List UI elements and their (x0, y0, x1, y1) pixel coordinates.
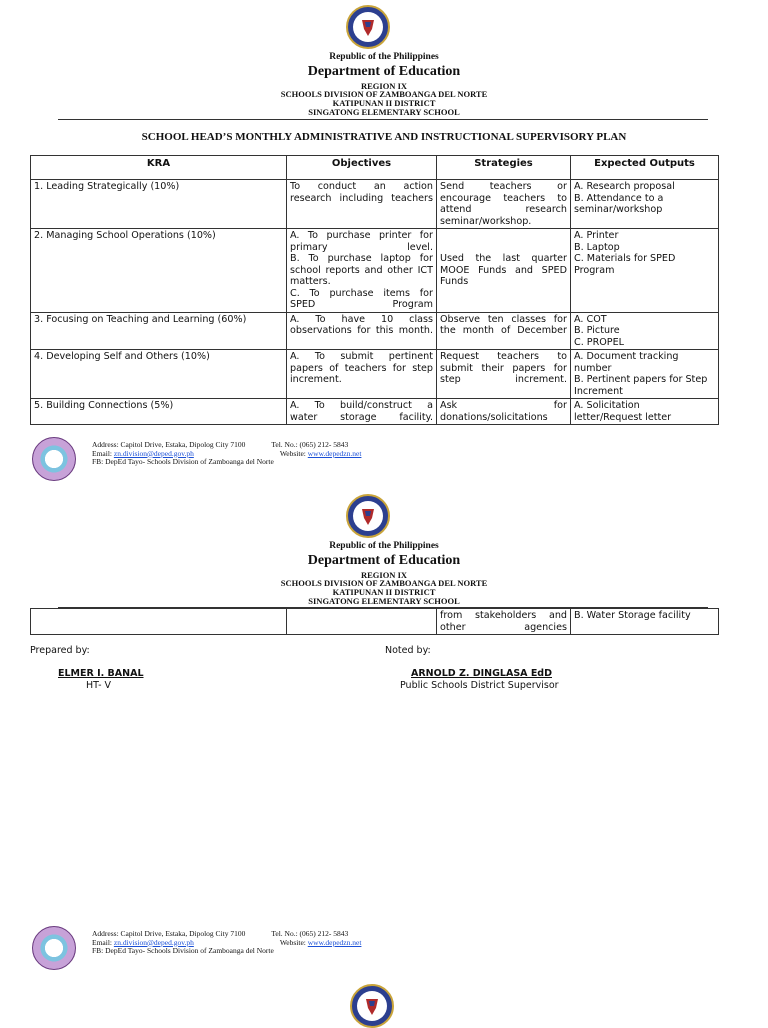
table-row (31, 312, 719, 350)
cell-objectives-line: matters. (290, 276, 331, 287)
cell-outputs-line: B. Pertinent papers for Step (574, 374, 708, 385)
cell-strategies (437, 399, 571, 425)
division-line: SCHOOLS DIVISION OF ZAMBOANGA DEL NORTE (280, 89, 488, 99)
cell-objectives (287, 312, 437, 350)
cell-strategies-line: Ask for (440, 400, 567, 411)
deped-seal-icon (346, 5, 390, 49)
district-line: KATIPUNAN II DISTRICT (332, 587, 436, 597)
cell-outputs-line: A. Document tracking (574, 351, 679, 362)
noted-name: ARNOLD Z. DINGLASA EdD (411, 668, 552, 679)
cell-objectives-line: C. To purchase items for (290, 287, 433, 299)
deped-seal-icon (350, 984, 394, 1028)
region-line: REGION IX (360, 81, 408, 91)
cell-strategies (437, 312, 571, 350)
region-line: REGION IX (360, 570, 408, 580)
cell-strategies-line: from stakeholders and (440, 610, 567, 621)
cell-strategies (437, 180, 571, 229)
cell-outputs (571, 350, 719, 399)
noted-title: Public Schools District Supervisor (400, 680, 559, 691)
cell-strategies-line: Used the last quarter (440, 253, 567, 264)
cell-objectives-line: A. To submit pertinent (290, 351, 433, 362)
cell-strategies-line: attend research (440, 204, 567, 215)
cell-outputs-line: Increment (574, 385, 623, 397)
cell-outputs-line: A. COT (574, 313, 607, 325)
cell-outputs-line: A. Printer (574, 230, 619, 241)
cell-kra: 1. Leading Strategically (10%) (31, 180, 287, 229)
plan-table-continued (30, 608, 719, 635)
cell-objectives-line: observations for this month. (290, 325, 433, 336)
cell-outputs-line: B. Laptop (574, 241, 620, 253)
republic-line: Republic of the Philippines (329, 52, 439, 62)
table-row (31, 399, 719, 425)
cell-objectives-line: water storage facility. (290, 411, 433, 423)
cell-strategies-line: step increment. (440, 374, 567, 385)
footer-block (92, 441, 361, 467)
cell-objectives (287, 350, 437, 399)
division-line: SCHOOLS DIVISION OF ZAMBOANGA DEL NORTE (280, 578, 488, 588)
cell-kra: 5. Building Connections (5%) (31, 399, 287, 425)
school-line: SINGATONG ELEMENTARY SCHOOL (308, 596, 460, 606)
cell-objectives-line: papers of teachers for step (290, 362, 433, 374)
cell-objectives-line: research including teachers (290, 192, 433, 204)
cell-objectives-line: SPED Program (290, 299, 433, 310)
cell-outputs-line: letter/Request letter (574, 411, 672, 423)
cell-outputs-line: number (574, 362, 612, 374)
republic-line: Republic of the Philippines (329, 541, 439, 551)
table-row (31, 609, 719, 635)
cell-strategies-line: MOOE Funds and SPED (440, 264, 567, 276)
footer-email-link[interactable]: zn.division@deped.gov.ph (113, 937, 194, 947)
division-seal-icon (32, 926, 76, 970)
cell-outputs (571, 609, 719, 635)
footer-address: Address: Capitol Drive, Estaka, Dipolog City 7100 (92, 440, 246, 449)
cell-objectives-line: B. To purchase laptop for (290, 253, 433, 264)
division-seal-icon (32, 437, 76, 481)
department-title: Department of Education (307, 553, 461, 568)
footer-block (92, 930, 361, 956)
header-expected-outputs: Expected Outputs (571, 156, 719, 180)
cell-strategies-line: seminar/workshop. (440, 215, 532, 227)
header-objectives: Objectives (287, 156, 437, 180)
school-line: SINGATONG ELEMENTARY SCHOOL (308, 107, 460, 117)
cell-outputs-line: seminar/workshop (574, 204, 663, 215)
deped-seal-icon (346, 494, 390, 538)
prepared-by-label: Prepared by: (30, 645, 90, 656)
footer-website-link[interactable]: www.depedzn.net (307, 937, 362, 947)
prepared-name: ELMER I. BANAL (58, 668, 144, 679)
cell-strategies (437, 609, 571, 635)
cell-objectives (287, 399, 437, 425)
table-row (31, 180, 719, 229)
table-header-row (31, 156, 719, 180)
footer-website-label: Website: (279, 937, 306, 947)
cell-objectives-line: A. To build/construct a (290, 400, 433, 411)
cell-objectives-line: school reports and other ICT (290, 264, 433, 276)
cell-kra: 3. Focusing on Teaching and Learning (60%) (31, 312, 287, 350)
cell-strategies-line: Request teachers to (440, 351, 567, 362)
cell-strategies-line: Funds (440, 276, 469, 287)
cell-objectives (287, 229, 437, 313)
cell-outputs-line: Program (574, 264, 615, 276)
department-title: Department of Education (307, 64, 461, 79)
cell-strategies-line (440, 230, 567, 242)
cell-objectives-line: A. To have 10 class (290, 313, 433, 325)
cell-outputs-line: B. Water Storage facility (574, 610, 691, 621)
cell-objectives-line: To conduct an action (290, 181, 433, 192)
cell-objectives (287, 180, 437, 229)
cell-strategies (437, 229, 571, 313)
footer-website-label: Website: (279, 448, 306, 458)
cell-objectives-line: increment. (290, 374, 342, 385)
header-kra: KRA (31, 156, 287, 180)
footer-email-link[interactable]: zn.division@deped.gov.ph (113, 448, 194, 458)
cell-kra: 4. Developing Self and Others (10%) (31, 350, 287, 399)
cell-strategies-line: Send teachers or (440, 181, 567, 192)
footer-website-link[interactable]: www.depedzn.net (307, 448, 362, 458)
footer-email-label: Email: (92, 448, 112, 458)
cell-strategies-line: submit their papers for (440, 362, 567, 374)
plan-table (30, 155, 719, 425)
footer-email-label: Email: (92, 937, 112, 947)
footer-fb: FB: DepEd Tayo- Schools Division of Zamboanga del Norte (92, 457, 274, 467)
cell-strategies-line (440, 242, 567, 254)
footer-tel: Tel. No.: (065) 212- 5843 (271, 929, 349, 938)
cell-kra (31, 609, 287, 635)
cell-kra: 2. Managing School Operations (10%) (31, 229, 287, 313)
cell-strategies-line: the month of December (440, 325, 567, 336)
cell-objectives (287, 609, 437, 635)
cell-strategies-line: encourage teachers to (440, 192, 567, 204)
header-strategies: Strategies (437, 156, 571, 180)
document-title: SCHOOL HEAD’S MONTHLY ADMINISTRATIVE AND INSTRUCTIONAL SUPERVISORY PLAN (141, 131, 627, 143)
cell-outputs (571, 399, 719, 425)
cell-strategies-line: donations/solicitations (440, 411, 548, 423)
footer-tel: Tel. No.: (065) 212- 5843 (271, 440, 349, 449)
table-row (31, 229, 719, 313)
footer-fb: FB: DepEd Tayo- Schools Division of Zamboanga del Norte (92, 946, 274, 956)
cell-outputs-line: B. Attendance to a (574, 192, 664, 204)
cell-outputs (571, 229, 719, 313)
footer-address: Address: Capitol Drive, Estaka, Dipolog City 7100 (92, 929, 246, 938)
prepared-title: HT- V (86, 680, 112, 691)
noted-by-label: Noted by: (385, 645, 431, 656)
cell-outputs-line: C. Materials for SPED (574, 253, 676, 264)
cell-strategies-line: Observe ten classes for (440, 313, 567, 325)
table-row (31, 350, 719, 399)
cell-outputs (571, 312, 719, 350)
cell-outputs (571, 180, 719, 229)
cell-objectives-line: primary level. (290, 241, 433, 253)
header-divider (58, 119, 708, 120)
cell-outputs-line: A. Solicitation (574, 400, 640, 411)
cell-outputs-line: B. Picture (574, 325, 620, 336)
cell-strategies (437, 350, 571, 399)
cell-outputs-line: A. Research proposal (574, 181, 675, 192)
cell-strategies-line: other agencies (440, 621, 567, 633)
cell-objectives-line: A. To purchase printer for (290, 230, 433, 241)
district-line: KATIPUNAN II DISTRICT (332, 98, 436, 108)
cell-outputs-line: C. PROPEL (574, 336, 624, 348)
